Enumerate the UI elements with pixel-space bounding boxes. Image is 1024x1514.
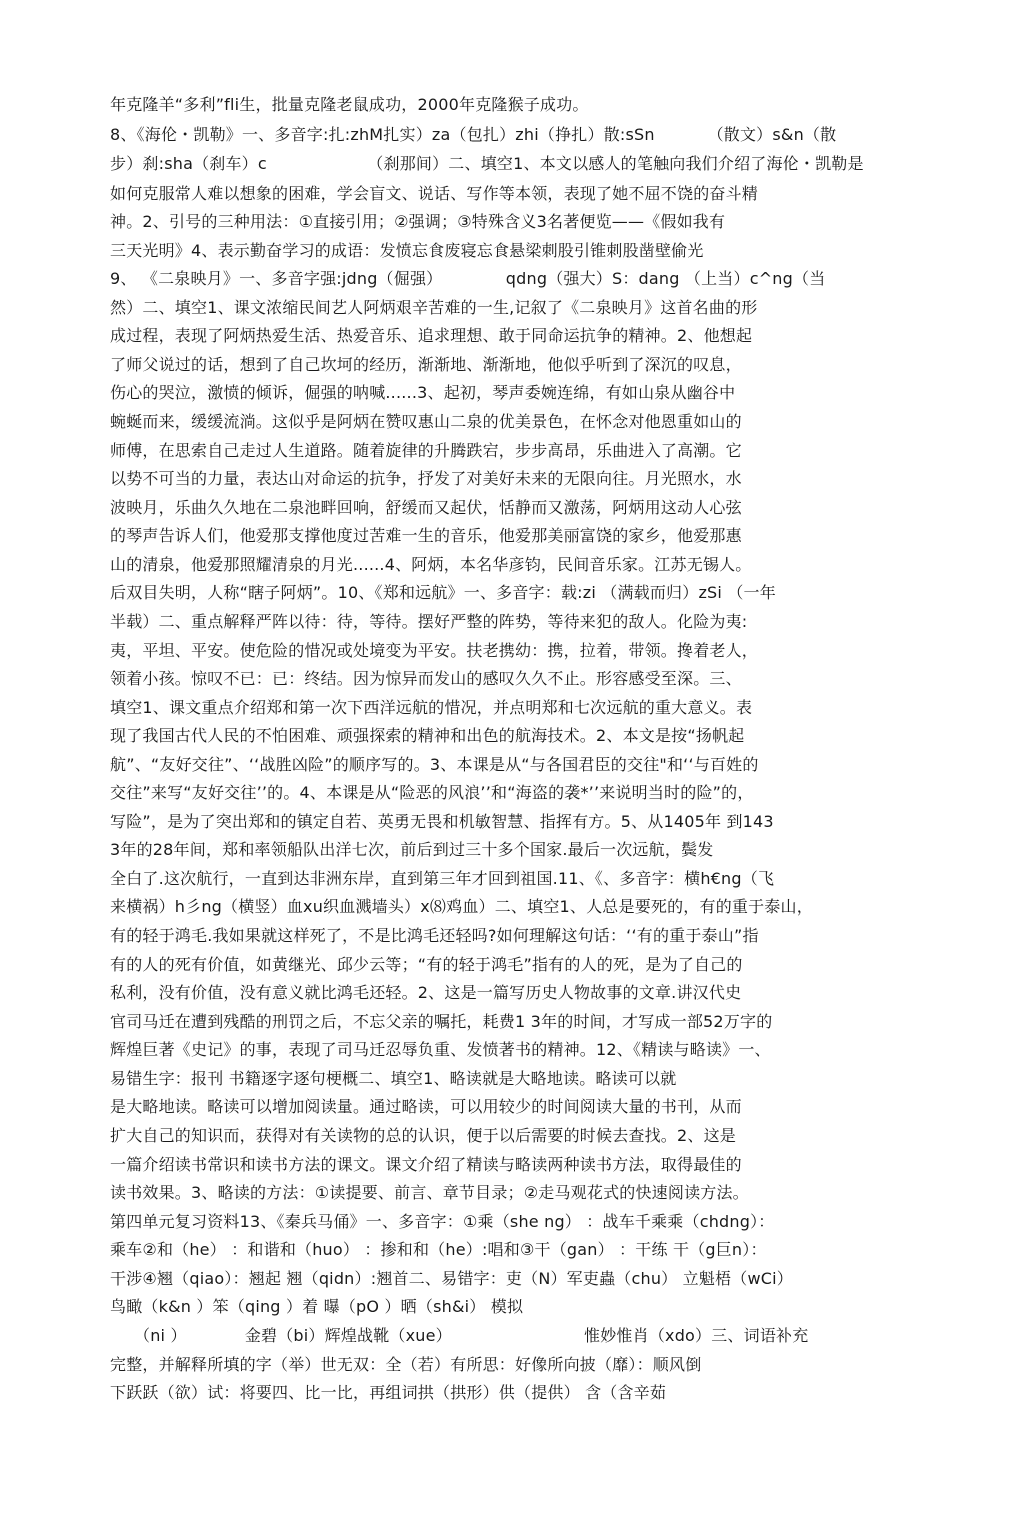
text-line: 如何克服常人难以想象的困难，学会盲文、说话、写作等本领，表现了她不屈不饶的奋斗精 — [110, 184, 759, 203]
text-line: 然）二、填空1、课文浓缩民间艺人阿炳艰辛苦难的一生,记叙了《二泉映月》这首名曲的形 — [110, 298, 758, 317]
text-line: 有的轻于鸿毛.我如果就这样死了，不是比鸿毛还轻吗?如何理解这句话：‘‘有的重于泰山”指 — [110, 926, 759, 945]
text-line: 第四单元复习资料13、《秦兵马俑》一、多音字：①乘（she ng） ：战车千乘乘（chdng）： — [110, 1212, 775, 1231]
text-line: 伤心的哭泣，激愤的倾诉，倔强的呐喊......3、起初，琴声委婉连绵，有如山泉从幽谷中 — [110, 383, 736, 402]
text-line: 乘车②和（he） ：和谐和（huo） ：掺和和（he）:唱和③干（gan） ：干练 干（g巨n）： — [110, 1240, 767, 1259]
text-line: 了师父说过的话，想到了自己坎坷的经历，渐渐地、渐渐地，他似乎听到了深沉的叹息， — [110, 355, 742, 374]
text-line: 神。2、引号的三种用法：①直接引用；②强调；③特殊含义3名著便览——《假如我有 — [110, 212, 726, 231]
text-line: 写险”，是为了突出郑和的镇定自若、英勇无畏和机敏智慧、指挥有方。5、从1405年 到143 — [110, 812, 774, 831]
text-line: 易错生字：报刊 书籍逐字逐句梗概二、填空1、略读就是大略地读。略读可以就 — [110, 1069, 677, 1088]
text-line: 读书效果。3、略读的方法：①读提要、前言、章节目录；②走马观花式的快速阅读方法。 — [110, 1183, 749, 1202]
text-line: 鸟瞰（k&n ）笨（qing ）着 曝（pO ）晒（sh&i） 模拟 — [110, 1297, 524, 1316]
text-line: 三天光明》4、表示勤奋学习的成语：发愤忘食废寝忘食悬梁刺股引锥刺股凿壁偷光 — [110, 241, 704, 260]
text-line: 年克隆羊“多利”fli生，批量克隆老鼠成功，2000年克隆猴子成功。 — [110, 95, 589, 114]
text-line: 蜿蜒而来，缓缓流淌。这似乎是阿炳在赞叹惠山二泉的优美景色，在怀念对他恩重如山的 — [110, 412, 742, 431]
text-line: 是大略地读。略读可以增加阅读量。通过略读，可以用较少的时间阅读大量的书刊，从而 — [110, 1097, 742, 1116]
text-line: （ni ） 金碧（bi）辉煌战靴（xue） 惟妙惟肖（xdo）三、词语补充 — [134, 1326, 809, 1345]
text-line: 3年的28年间，郑和率领船队出洋七次，前后到过三十多个国家.最后一次远航，鬓发 — [110, 840, 714, 859]
text-line: 来横祸）h彡ng（横竖）血xu织血溅墙头）x⑻鸡血）二、填空1、人总是要死的，有的重于泰山， — [110, 897, 813, 916]
text-line: 后双目失明，人称“瞎子阿炳”。10、《郑和远航》一、多音字：载:zi （满载而归）zSi （一年 — [110, 583, 776, 602]
text-line: 步）刹:sha（刹车）c （刹那间）二、填空1、本文以感人的笔触向我们介绍了海伦・凯勒是 — [110, 154, 864, 173]
text-line: 有的人的死有价值，如黄继光、邱少云等；“有的轻于鸿毛”指有的人的死，是为了自己的 — [110, 955, 743, 974]
text-line: 夷，平坦、平安。使危险的惜况或处境变为平安。扶老携幼：携，拉着，带领。搀着老人， — [110, 641, 759, 660]
text-line: 波映月，乐曲久久地在二泉池畔回响，舒缓而又起伏，恬静而又激荡，阿炳用这动人心弦 — [110, 498, 742, 517]
text-line: 现了我国古代人民的不怕困难、顽强探索的精神和出色的航海技术。2、本文是按“扬帆起 — [110, 726, 745, 745]
text-line: 干涉④翘（qiao）：翘起 翘（qidn）:翘首二、易错字：吏（N）军吏蟲（chu） 立魁梧（wCi） — [110, 1269, 793, 1288]
text-line: 航”、“友好交往”、‘‘战胜凶险”的顺序写的。3、本课是从“与各国君臣的交往"和‘‘与百姓的 — [110, 755, 759, 774]
text-line: 下跃跃（欲）试：将要四、比一比，再组词拱（拱形）供（提供） 含（含辛茹 — [110, 1383, 667, 1402]
text-line: 的琴声告诉人们，他爱那支撑他度过苦难一生的音乐，他爱那美丽富饶的家乡，他爱那惠 — [110, 526, 742, 545]
text-line: 成过程，表现了阿炳热爱生活、热爱音乐、追求理想、敢于同命运抗争的精神。2、他想起 — [110, 326, 753, 345]
text-line: 交往”来写“友好交往’’的。4、本课是从“险恶的风浪’’和“海盗的袭*’’来说明当时的险”的， — [110, 783, 754, 802]
text-line: 填空1、课文重点介绍郑和第一次下西洋远航的惜况，并点明郑和七次远航的重大意义。表 — [110, 698, 753, 717]
text-line: 官司马迁在遭到残酷的刑罚之后，不忘父亲的嘱托，耗费1 3年的时间，才写成一部52万字的 — [110, 1012, 773, 1031]
text-line: 一篇介绍读书常识和读书方法的课文。课文介绍了精读与略读两种读书方法，取得最佳的 — [110, 1155, 742, 1174]
text-line: 全白了.这次航行，一直到达非洲东岸，直到第三年才回到祖国.11、《、多音字：横h€ng（飞 — [110, 869, 775, 888]
text-line: 8、《海伦・凯勒》一、多音字:扎:zhM扎实）za（包扎）zhi（挣扎）散:sSn （散文）s&n（散 — [110, 125, 837, 144]
text-line: 9、 《二泉映月》一、多音字强:jdng（倔强） qdng（强大）S：dang （上当）c^ng（当 — [110, 269, 826, 288]
text-line: 扩大自己的知识而，获得对有关读物的总的认识，便于以后需要的时候去查找。2、这是 — [110, 1126, 736, 1145]
text-line: 辉煌巨著《史记》的事，表现了司马迁忍辱负重、发愤著书的精神。12、《精读与略读》一、 — [110, 1040, 771, 1059]
text-line: 山的清泉，他爱那照耀清泉的月光......4、阿炳，本名华彦钧，民间音乐家。江苏无锡人。 — [110, 555, 752, 574]
text-line: 领着小孩。惊叹不已：已：终结。因为惊异而发山的感叹久久不止。形容感受至深。三、 — [110, 669, 742, 688]
text-line: 完整，并解释所填的字（举）世无双：全（若）有所思：好像所向披（靡）：顺风倒 — [110, 1355, 702, 1374]
text-line: 以势不可当的力量，表达山对命运的抗争，抒发了对美好未来的无限向往。月光照水，水 — [110, 469, 742, 488]
text-line: 半载）二、重点解释严阵以待：待，等待。摆好严整的阵势，等待来犯的敌人。化险为夷: — [110, 612, 748, 631]
text-line: 私利，没有价值，没有意义就比鸿毛还轻。2、这是一篇写历史人物故事的文章.讲汉代史 — [110, 983, 742, 1002]
text-line: 师傅，在思索自己走过人生道路。随着旋律的升腾跌宕，步步高昂，乐曲进入了高潮。它 — [110, 441, 742, 460]
